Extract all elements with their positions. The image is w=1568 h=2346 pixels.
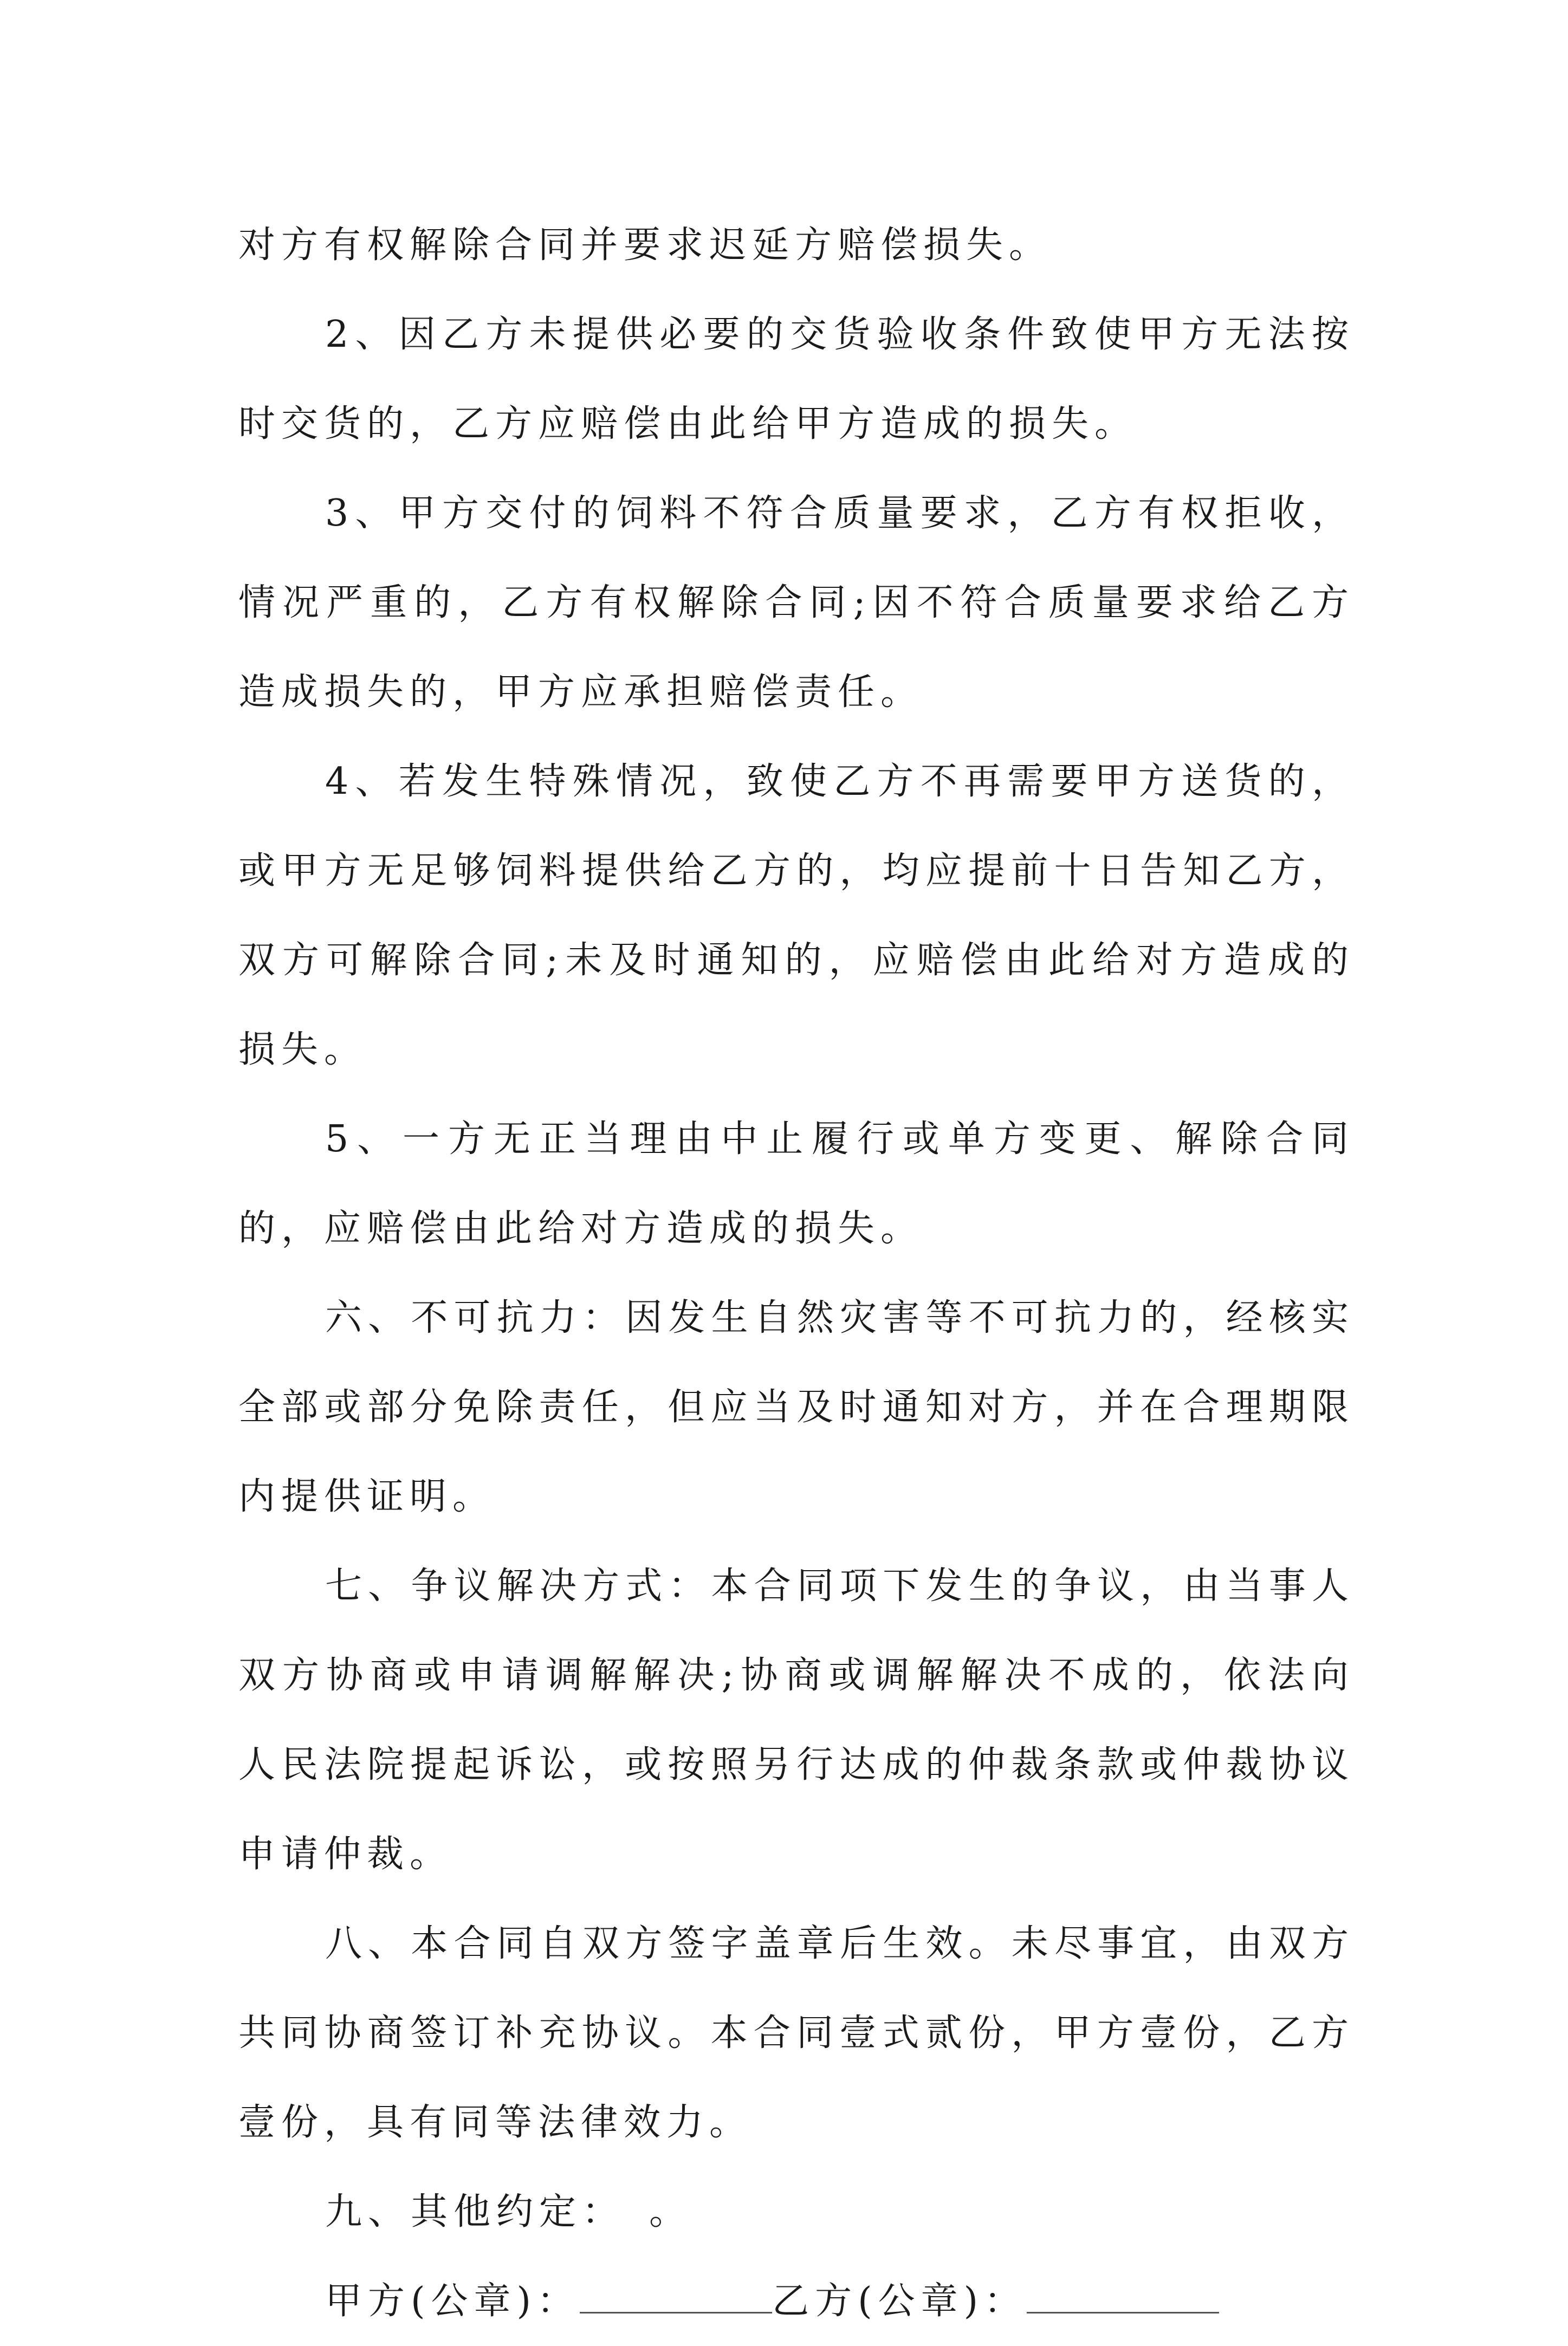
paragraph-continuation: 对方有权解除合同并要求迟延方赔偿损失。 [238, 224, 1052, 267]
paragraph-clause-4: 4、若发生特殊情况，致使乙方不再需要甲方送货的，或甲方无足够饲料提供给乙方的，均应提前十日告知乙方，双方可解除合同;未及时通知的，应赔偿由此给对方造成的损失。 [238, 760, 1355, 1071]
paragraph-dispute-resolution: 七、争议解决方式：本合同项下发生的争议，由当事人双方协商或申请调解解决;协商或调解解决不成的，依法向人民法院提起诉讼，或按照另行达成的仲裁条款或仲裁协议申请仲裁。 [238, 1565, 1355, 1876]
paragraph-clause-2: 2、因乙方未提供必要的交货验收条件致使甲方无法按时交货的，乙方应赔偿由此给甲方造成的损失。 [238, 313, 1355, 445]
party-b-seal-label: 乙方(公章)： [772, 2280, 1027, 2323]
paragraph-clause-5: 5、一方无正当理由中止履行或单方变更、解除合同的，应赔偿由此给对方造成的损失。 [238, 1118, 1355, 1250]
paragraph-other-agreements: 九、其他约定： 。 [325, 2191, 692, 2233]
signature-line [238, 2257, 1355, 2346]
paragraph-clause-3: 3、甲方交付的饲料不符合质量要求，乙方有权拒收，情况严重的，乙方有权解除合同;因不符合质量要求给乙方造成损失的，甲方应承担赔偿责任。 [238, 492, 1355, 714]
party-a-seal-label: 甲方(公章)： [325, 2280, 580, 2323]
party-a-seal-blank [580, 2279, 772, 2313]
party-b-seal-blank [1027, 2279, 1219, 2313]
paragraph-force-majeure: 六、不可抗力：因发生自然灾害等不可抗力的，经核实全部或部分免除责任，但应当及时通知对方，并在合理期限内提供证明。 [238, 1297, 1355, 1518]
contract-body [238, 200, 1355, 2346]
paragraph-effectiveness: 八、本合同自双方签字盖章后生效。未尽事宜，由双方共同协商签订补充协议。本合同壹式贰份，甲方壹份，乙方壹份，具有同等法律效力。 [238, 1922, 1355, 2144]
